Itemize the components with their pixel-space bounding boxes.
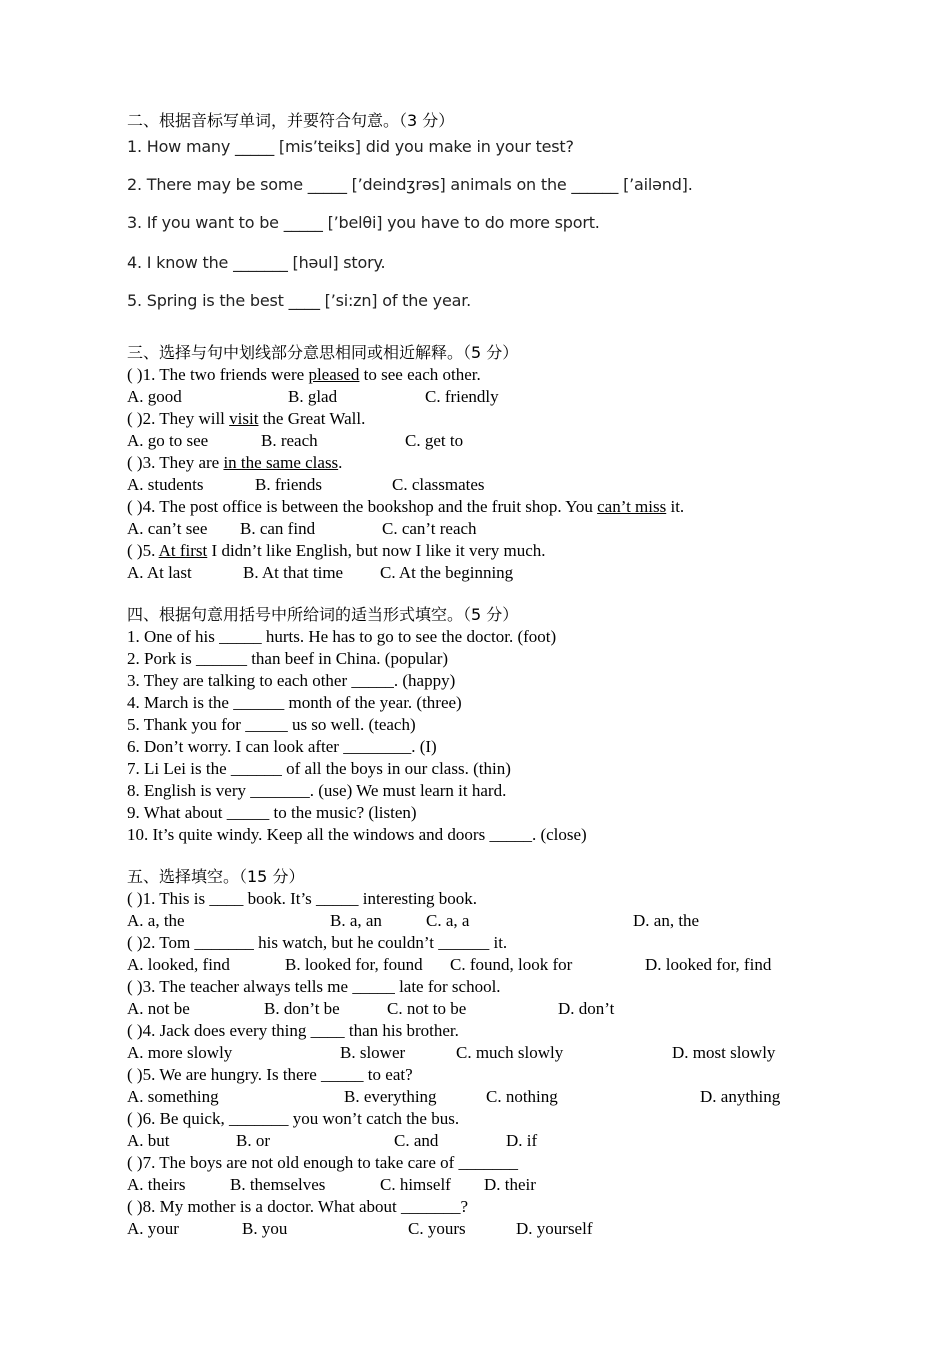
sec2-line-4: 4. I know the _______ [həul] story. — [127, 253, 386, 272]
sec5-options-7 — [127, 1174, 827, 1196]
section-5-title: 五、选择填空。（15 分） — [127, 867, 305, 886]
sec3-options-3 — [127, 474, 827, 496]
sec4-line-8: 8. English is very _______. (use) We must learn it hard. — [127, 781, 507, 800]
option-c: C. much slowly — [456, 1043, 564, 1062]
sec5-options-4 — [127, 1042, 827, 1064]
option-c: C. At the beginning — [380, 563, 514, 582]
section-3-title: 三、选择与句中划线部分意思相同或相近解释。（5 分） — [127, 343, 519, 362]
sec3-question-5: ( )5. At first I didn’t like English, but now I like it very much. — [127, 541, 546, 560]
sec5-question-5: ( )5. We are hungry. Is there _____ to eat? — [127, 1065, 413, 1084]
option-a: A. a, the — [127, 911, 185, 930]
sec4-line-1: 1. One of his _____ hurts. He has to go to see the doctor. (foot) — [127, 627, 557, 646]
sec2-line-1: 1. How many _____ [mis’teiks] did you make in your test? — [127, 137, 574, 156]
option-c: C. not to be — [387, 999, 467, 1018]
option-c: C. and — [394, 1131, 439, 1150]
option-d: D. an, the — [633, 911, 700, 930]
sec3-question-2: ( )2. They will visit the Great Wall. — [127, 409, 366, 428]
underlined-phrase: visit — [229, 409, 259, 428]
option-a: A. more slowly — [127, 1043, 233, 1062]
option-a: A. students — [127, 475, 204, 494]
underlined-phrase: pleased — [308, 365, 360, 384]
underlined-phrase: can’t miss — [597, 497, 667, 516]
option-c: C. a, a — [426, 911, 470, 930]
sec5-question-7: ( )7. The boys are not old enough to take care of _______ — [127, 1153, 519, 1172]
option-a: A. not be — [127, 999, 190, 1018]
sec3-question-3: ( )3. They are in the same class. — [127, 453, 343, 472]
option-a: A. your — [127, 1219, 179, 1238]
sec2-line-3: 3. If you want to be _____ [’belθi] you have to do more sport. — [127, 213, 600, 232]
option-c: C. himself — [380, 1175, 451, 1194]
sec5-question-4: ( )4. Jack does every thing ____ than his brother. — [127, 1021, 459, 1040]
sec4-line-10: 10. It’s quite windy. Keep all the windows and doors _____. (close) — [127, 825, 587, 844]
sec3-options-1 — [127, 386, 827, 408]
sec3-options-2 — [127, 430, 827, 452]
sec5-question-6: ( )6. Be quick, _______ you won’t catch the bus. — [127, 1109, 460, 1128]
option-b: B. looked for, found — [285, 955, 423, 974]
option-b: B. slower — [340, 1043, 406, 1062]
option-d: D. yourself — [516, 1219, 593, 1238]
sec5-question-8: ( )8. My mother is a doctor. What about _______? — [127, 1197, 469, 1216]
sec2-line-2: 2. There may be some _____ [’deindʒrəs] animals on the ______ [’ailənd]. — [127, 175, 693, 194]
option-c: C. found, look for — [450, 955, 573, 974]
section-2-title: 二、根据音标写单词，并要符合句意。（3 分） — [127, 111, 455, 130]
sec5-options-6 — [127, 1130, 827, 1152]
sec4-line-4: 4. March is the ______ month of the year. (three) — [127, 693, 462, 712]
option-d: D. anything — [700, 1087, 781, 1106]
option-b: B. you — [242, 1219, 288, 1238]
exam-page — [127, 110, 827, 1240]
option-d: D. their — [484, 1175, 536, 1194]
option-d: D. looked for, find — [645, 955, 772, 974]
option-c: C. get to — [405, 431, 464, 450]
option-a: A. but — [127, 1131, 170, 1150]
option-b: B. reach — [261, 431, 318, 450]
sec4-line-7: 7. Li Lei is the ______ of all the boys in our class. (thin) — [127, 759, 511, 778]
sec4-line-6: 6. Don’t worry. I can look after ________. (I) — [127, 737, 437, 756]
option-b: B. themselves — [230, 1175, 326, 1194]
option-c: C. classmates — [392, 475, 485, 494]
option-b: B. everything — [344, 1087, 437, 1106]
option-a: A. good — [127, 387, 182, 406]
sec5-question-3: ( )3. The teacher always tells me _____ late for school. — [127, 977, 501, 996]
option-a: A. looked, find — [127, 955, 230, 974]
sec3-options-5 — [127, 562, 827, 584]
option-d: D. don’t — [558, 999, 615, 1018]
sec4-line-9: 9. What about _____ to the music? (listen) — [127, 803, 417, 822]
option-c: C. yours — [408, 1219, 466, 1238]
option-a: A. At last — [127, 563, 192, 582]
option-a: A. go to see — [127, 431, 209, 450]
option-b: B. can find — [240, 519, 316, 538]
underlined-phrase: At first — [158, 541, 208, 560]
section-4-title: 四、根据句意用括号中所给词的适当形式填空。（5 分） — [127, 605, 519, 624]
option-b: B. a, an — [330, 911, 382, 930]
option-a: A. can’t see — [127, 519, 208, 538]
option-a: A. something — [127, 1087, 219, 1106]
option-b: B. friends — [255, 475, 323, 494]
sec5-options-5 — [127, 1086, 827, 1108]
sec5-question-1: ( )1. This is ____ book. It’s _____ interesting book. — [127, 889, 478, 908]
option-b: B. glad — [288, 387, 338, 406]
option-b: B. At that time — [243, 563, 344, 582]
sec5-options-2 — [127, 954, 827, 976]
sec3-question-4: ( )4. The post office is between the bookshop and the fruit shop. You can’t miss it. — [127, 497, 685, 516]
sec5-options-3 — [127, 998, 827, 1020]
option-c: C. can’t reach — [382, 519, 477, 538]
option-d: D. most slowly — [672, 1043, 776, 1062]
sec4-line-5: 5. Thank you for _____ us so well. (teach) — [127, 715, 416, 734]
sec3-question-1: ( )1. The two friends were pleased to see each other. — [127, 365, 481, 384]
option-b: B. or — [236, 1131, 270, 1150]
sec3-options-4 — [127, 518, 827, 540]
sec4-line-3: 3. They are talking to each other _____. (happy) — [127, 671, 456, 690]
sec2-line-5: 5. Spring is the best ____ [’si:zn] of the year. — [127, 291, 471, 310]
option-c: C. nothing — [486, 1087, 558, 1106]
sec5-options-8 — [127, 1218, 827, 1240]
sec5-question-2: ( )2. Tom _______ his watch, but he couldn’t ______ it. — [127, 933, 508, 952]
sec5-options-1 — [127, 910, 827, 932]
sec4-line-2: 2. Pork is ______ than beef in China. (popular) — [127, 649, 449, 668]
underlined-phrase: in the same class — [223, 453, 339, 472]
option-c: C. friendly — [425, 387, 499, 406]
option-a: A. theirs — [127, 1175, 186, 1194]
option-b: B. don’t be — [264, 999, 340, 1018]
option-d: D. if — [506, 1131, 538, 1150]
